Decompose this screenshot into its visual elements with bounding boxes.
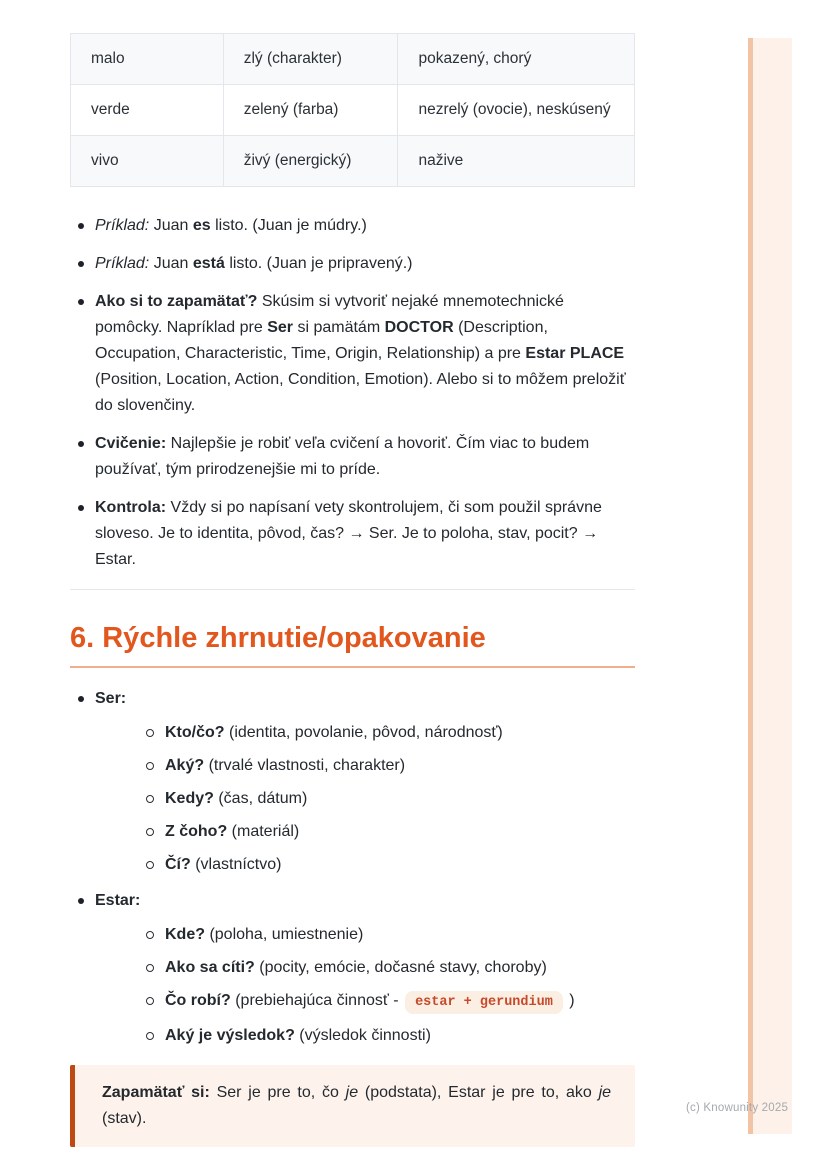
- text-segment: Kto/čo?: [165, 724, 225, 741]
- document-page: [70, 0, 635, 1147]
- list-item: [70, 495, 635, 573]
- text-segment: (poloha, umiestnenie): [205, 926, 364, 943]
- text-segment: Skúsim si vytvoriť nejaké mnemotechnické pomôcky. Napríklad pre: [95, 293, 564, 336]
- text-segment: Estar:: [95, 892, 141, 909]
- text-segment: listo. (Juan je múdry.): [210, 217, 367, 234]
- text-segment: Čo robí?: [165, 992, 231, 1009]
- list-item: [140, 988, 635, 1016]
- page-edge-stripe: [748, 38, 792, 1134]
- ser-sublist: [140, 720, 635, 878]
- table-cell: nažive: [398, 136, 635, 187]
- table-row: [71, 85, 635, 136]
- estar-sublist: [140, 922, 635, 1049]
- table-cell: malo: [71, 34, 224, 85]
- text-segment: si pamätám: [293, 319, 385, 336]
- text-segment: listo. (Juan je pripravený.): [224, 255, 413, 272]
- section-heading: 6. Rýchle zhrnutie/opakovanie: [70, 620, 635, 668]
- list-item: [140, 819, 635, 845]
- list-item: [70, 251, 635, 277]
- text-segment: Príklad:: [95, 217, 150, 234]
- table-cell: pokazený, chorý: [398, 34, 635, 85]
- text-segment: Ser je pre to, čo: [209, 1084, 346, 1101]
- list-item: [70, 213, 635, 239]
- list-item: [140, 786, 635, 812]
- ser-label: [95, 690, 126, 707]
- text-segment: está: [192, 255, 225, 272]
- vocab-table: [70, 33, 635, 187]
- list-item: [140, 753, 635, 779]
- text-segment: (Position, Location, Action, Condition, Emotion). Alebo si to môžem preložiť do slovenčiny.: [95, 371, 626, 414]
- text-segment: je: [345, 1084, 359, 1101]
- list-item-estar: [70, 888, 635, 1049]
- text-segment: Ako sa cíti?: [165, 959, 255, 976]
- notes-bullet-list: [70, 213, 635, 573]
- table-row: [71, 136, 635, 187]
- text-segment: Ser:: [95, 690, 127, 707]
- text-segment: Estar PLACE: [525, 345, 625, 362]
- remember-callout: [70, 1065, 635, 1147]
- text-segment: (vlastníctvo): [190, 856, 282, 873]
- text-segment: Juan: [149, 217, 193, 234]
- text-segment: (výsledok činnosti): [294, 1027, 431, 1044]
- text-segment: DOCTOR: [384, 319, 454, 336]
- text-segment: (podstata), Estar je pre to, ako: [358, 1084, 599, 1101]
- text-segment: (materiál): [227, 823, 300, 840]
- table-row: [71, 34, 635, 85]
- text-segment: Ako si to zapamätať?: [95, 293, 258, 310]
- table-cell: nezrelý (ovocie), neskúsený: [398, 85, 635, 136]
- text-segment: Ser: [267, 319, 294, 336]
- text-segment: (identita, povolanie, pôvod, národnosť): [224, 724, 503, 741]
- text-segment: es: [192, 217, 211, 234]
- text-segment: Vždy si po napísaní vety skontrolujem, či som použil správne sloveso. Je to identita, pôvod, čas? → Ser. Je to poloha, stav, pocit? → Estar.: [95, 499, 602, 568]
- summary-list: [70, 686, 635, 1049]
- list-item: [70, 289, 635, 419]
- text-segment: Aký?: [165, 757, 205, 774]
- list-item: [140, 922, 635, 948]
- list-item-ser: [70, 686, 635, 878]
- table-cell: zlý (charakter): [223, 34, 398, 85]
- text-segment: ): [564, 992, 575, 1009]
- section-divider: [70, 589, 635, 590]
- list-item: [70, 431, 635, 483]
- text-segment: Z čoho?: [165, 823, 228, 840]
- text-segment: Cvičenie:: [95, 435, 167, 452]
- text-segment: Kde?: [165, 926, 205, 943]
- table-cell: živý (energický): [223, 136, 398, 187]
- text-segment: je: [598, 1084, 612, 1101]
- code-pill: estar + gerundium: [405, 991, 563, 1014]
- text-segment: (Description, Occupation, Characteristic, Time, Origin, Relationship) a pre: [95, 319, 548, 362]
- text-segment: Juan: [149, 255, 193, 272]
- text-segment: Príklad:: [95, 255, 150, 272]
- list-item: [140, 1023, 635, 1049]
- text-segment: (stav).: [102, 1110, 147, 1127]
- table-cell: vivo: [71, 136, 224, 187]
- table-cell: verde: [71, 85, 224, 136]
- text-segment: Aký je výsledok?: [165, 1027, 295, 1044]
- text-segment: (prebiehajúca činnosť -: [230, 992, 404, 1009]
- text-segment: Kontrola:: [95, 499, 167, 516]
- text-segment: (pocity, emócie, dočasné stavy, choroby): [254, 959, 547, 976]
- list-item: [140, 852, 635, 878]
- knowunity-watermark: (c) Knowunity 2025: [686, 1102, 789, 1114]
- list-item: [140, 955, 635, 981]
- text-segment: Kedy?: [165, 790, 214, 807]
- estar-label: [95, 892, 140, 909]
- list-item: [140, 720, 635, 746]
- text-segment: Zapamätať si:: [102, 1084, 210, 1101]
- text-segment: (čas, dátum): [213, 790, 308, 807]
- text-segment: (trvalé vlastnosti, charakter): [204, 757, 406, 774]
- text-segment: Najlepšie je robiť veľa cvičení a hovoriť. Čím viac to budem používať, tým prirodzenejšie mi to príde.: [95, 435, 590, 478]
- table-cell: zelený (farba): [223, 85, 398, 136]
- text-segment: Čí?: [165, 856, 191, 873]
